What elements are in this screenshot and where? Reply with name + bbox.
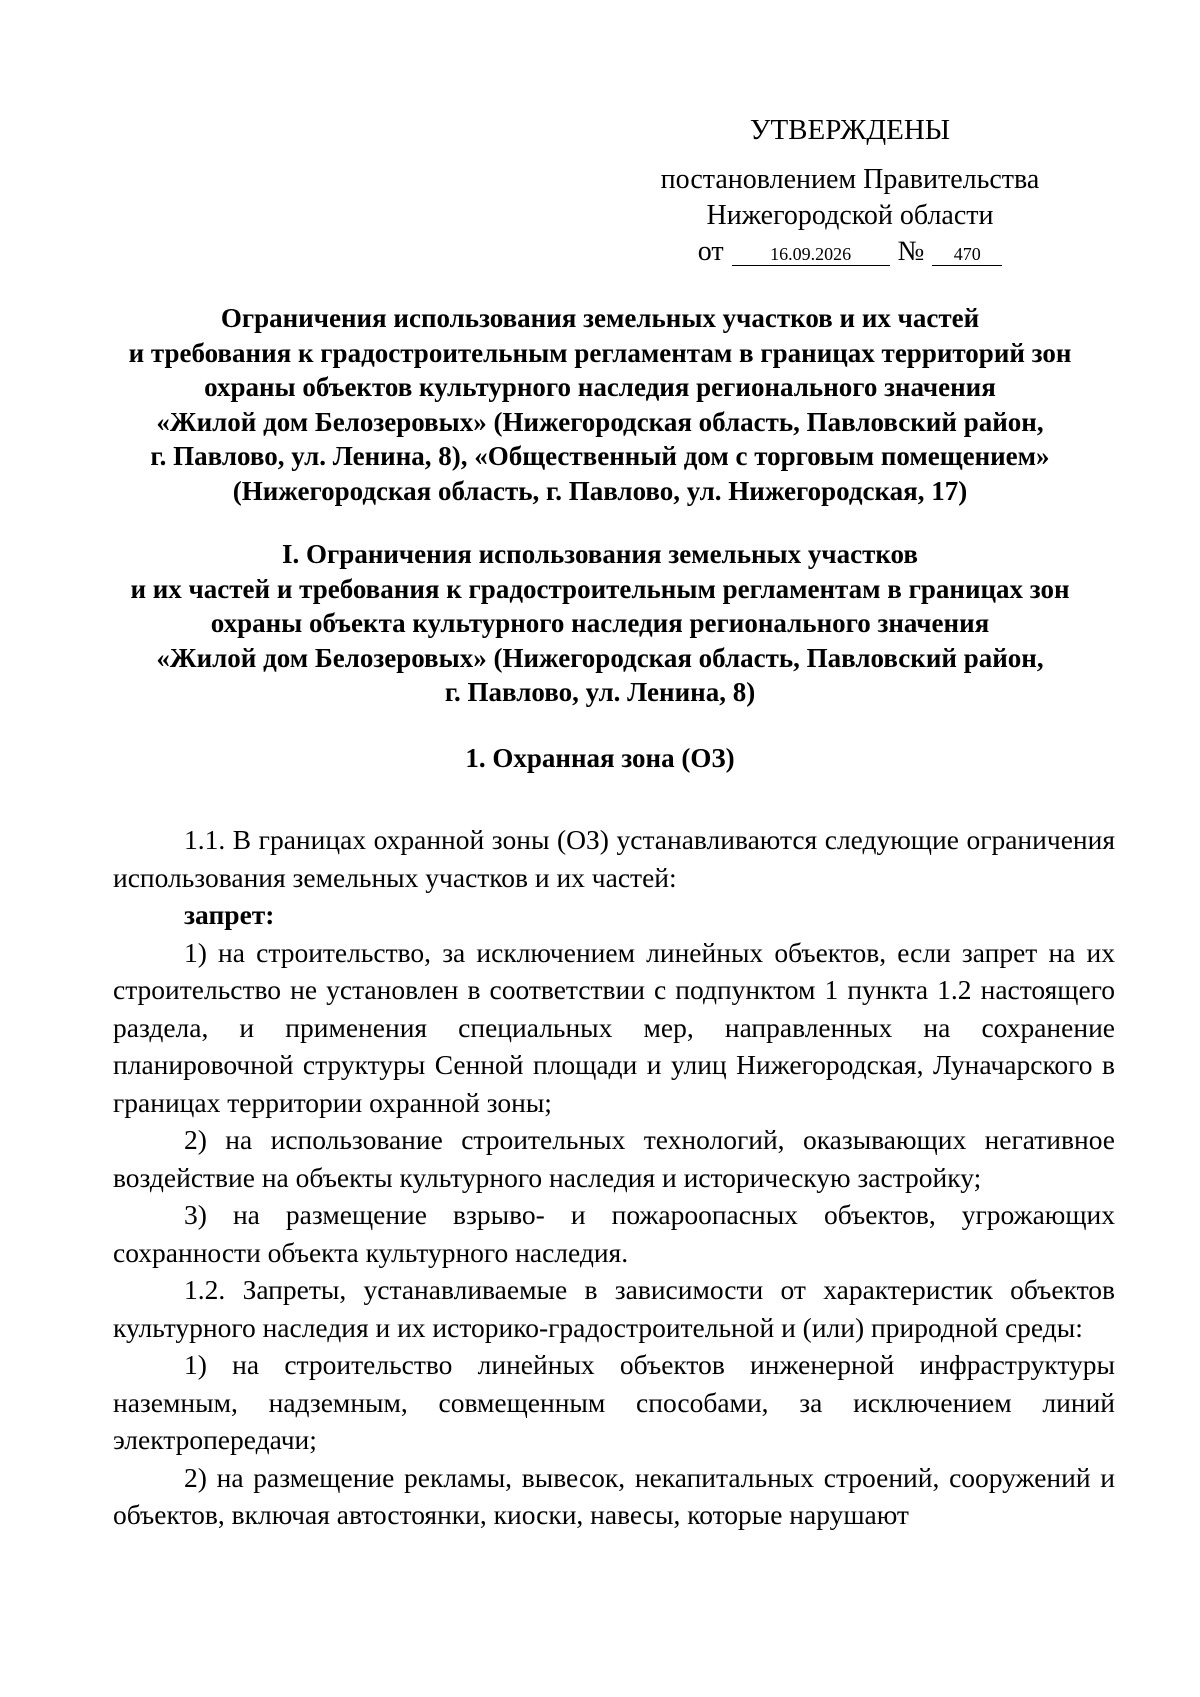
paragraph-prohibition-heading: запрет: (184, 899, 275, 930)
section-title-line: «Жилой дом Белозеровых» (Нижегородская область, Павловский район, (156, 642, 1044, 673)
paragraph: 2) на размещение рекламы, вывесок, некапитальных строений, сооружений и объектов, включая автостоянки, киоски, навесы, которые нарушают (113, 1461, 1115, 1530)
subsection-title-text: 1. Охранная зона (ОЗ) (465, 743, 735, 773)
approval-heading: УТВЕРЖДЕНЫ (749, 114, 951, 146)
main-title (100, 301, 1100, 508)
section-title (100, 537, 1100, 710)
paragraph: 3) на размещение взрыво- и пожароопасных объектов, угрожающих сохранности объекта культурного наследия. (113, 1199, 1115, 1268)
section-title-line: г. Павлово, ул. Ленина, 8) (444, 677, 756, 707)
number-prefix: № (897, 236, 925, 267)
date-value: 16.09.2026 (732, 243, 890, 266)
main-title-line: охраны объектов культурного наследия регионального значения (204, 372, 996, 402)
date-prefix: от (697, 236, 724, 267)
main-title-line: и требования к градостроительным регламентам в границах территорий зон (128, 337, 1072, 368)
approval-line-1: постановлением Правительства (660, 164, 1040, 195)
section-title-line: I. Ограничения использования земельных участков (282, 539, 918, 569)
main-title-line: г. Павлово, ул. Ленина, 8), «Общественный дом с торговым помещением» (150, 441, 1050, 471)
number-value: 470 (932, 243, 1002, 266)
approval-line-2: Нижегородской области (706, 200, 994, 231)
document-body (113, 821, 1115, 1534)
paragraph: 1) на строительство линейных объектов инженерной инфраструктуры наземным, надземным, совмещенным способами, за исключением линий электропередачи; (113, 1349, 1115, 1455)
paragraph: 1.2. Запреты, устанавливаемые в зависимости от характеристик объектов культурного наследия и их историко-градостроительной и (или) природной среды: (113, 1274, 1115, 1343)
paragraph: 2) на использование строительных технологий, оказывающих негативное воздействие на объекты культурного наследия и историческую застройку; (113, 1124, 1115, 1193)
section-title-line: и их частей и требования к градостроительным регламентам в границах зон (130, 573, 1070, 604)
main-title-line: «Жилой дом Белозеровых» (Нижегородская область, Павловский район, (156, 406, 1044, 437)
subsection-title (100, 741, 1100, 776)
main-title-line: Ограничения использования земельных участков и их частей (220, 303, 980, 333)
approval-stamp-block (640, 112, 1060, 270)
paragraph: 1.1. В границах охранной зоны (ОЗ) устанавливаются следующие ограничения использования земельных участков и их частей: (113, 824, 1115, 893)
paragraph: 1) на строительство, за исключением линейных объектов, если запрет на их строительство не установлен в соответствии с подпунктом 1 пункта 1.2 настоящего раздела, и применения специальных мер, направленных на сохранение планировочной структуры Сенной площади и улиц Нижегородская, Луначарского в границах территории охранной зоны; (113, 936, 1115, 1118)
section-title-line: охраны объекта культурного наследия регионального значения (210, 608, 990, 638)
main-title-line: (Нижегородская область, г. Павлово, ул. Нижегородская, 17) (232, 475, 968, 506)
approval-date-line (640, 234, 1060, 270)
